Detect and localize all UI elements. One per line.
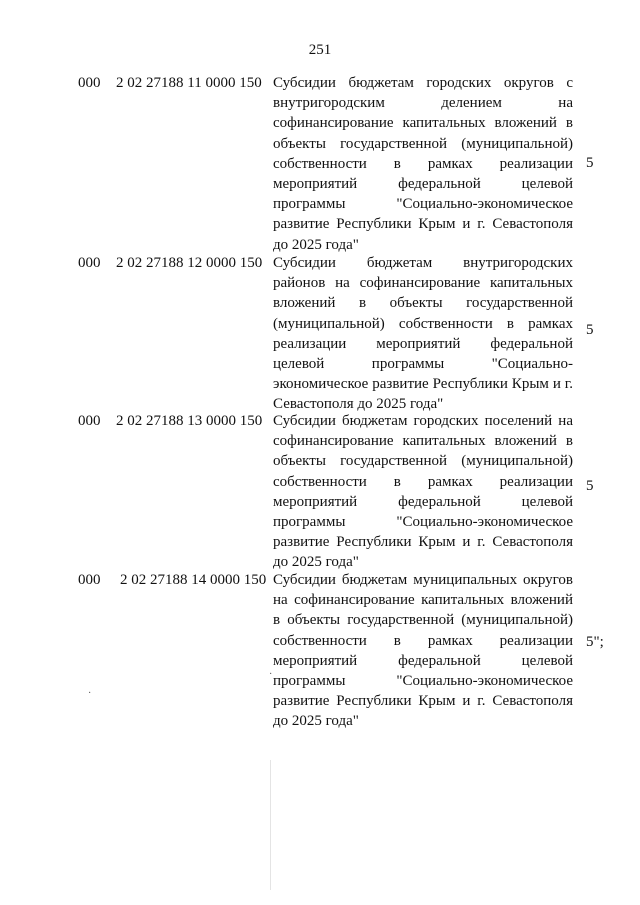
row-kbk: 2 02 27188 14 0000 150	[120, 572, 267, 588]
row-kbk: 2 02 27188 13 0000 150	[116, 413, 263, 429]
scan-speck: ·	[269, 669, 273, 680]
row-value: 5";	[586, 634, 604, 650]
row-value: 5	[586, 155, 594, 171]
scan-speck: ·	[88, 688, 92, 699]
row-description: Субсидии бюджетам муниципальных округов на софинансирование капитальных вложений в объекты государственной (муниципальной) собственности в рамках реализации мероприятий федеральной целевой программы "Социально-экономическое развитие Республики Крым и г. Севастополя до 2025 года"	[273, 572, 573, 730]
page-number: 251	[308, 42, 332, 58]
row-description: Субсидии бюджетам городских поселений на софинансирование капитальных вложений в объекты государственной (муниципальной) собственности в рамках реализации мероприятий федеральной целевой программы "Социально-экономическое развитие Республики Крым и г. Севастополя до 2025 года"	[273, 413, 573, 571]
row-code: 000	[78, 413, 101, 429]
scan-artifact-line	[270, 760, 271, 890]
row-value: 5	[586, 478, 594, 494]
row-description: Субсидии бюджетам городских округов с внутригородским делением на софинансирование капитальных вложений в объекты государственной (муниципальной) собственности в рамках реализации мероприятий федеральной целевой программы "Социально-экономическое развитие Республики Крым и г. Севастополя до 2025 года"	[273, 75, 573, 253]
row-kbk: 2 02 27188 12 0000 150	[116, 255, 263, 271]
row-value: 5	[586, 322, 594, 338]
row-code: 000	[78, 572, 101, 588]
row-code: 000	[78, 255, 101, 271]
row-kbk: 2 02 27188 11 0000 150	[116, 75, 262, 91]
row-description: Субсидии бюджетам внутригородских районов на софинансирование капитальных вложений в объекты государственной (муниципальной) собственности в рамках реализации мероприятий федеральной целевой программы "Социально-экономическое развитие Республики Крым и г. Севастополя до 2025 года"	[273, 255, 573, 413]
row-code: 000	[78, 75, 101, 91]
